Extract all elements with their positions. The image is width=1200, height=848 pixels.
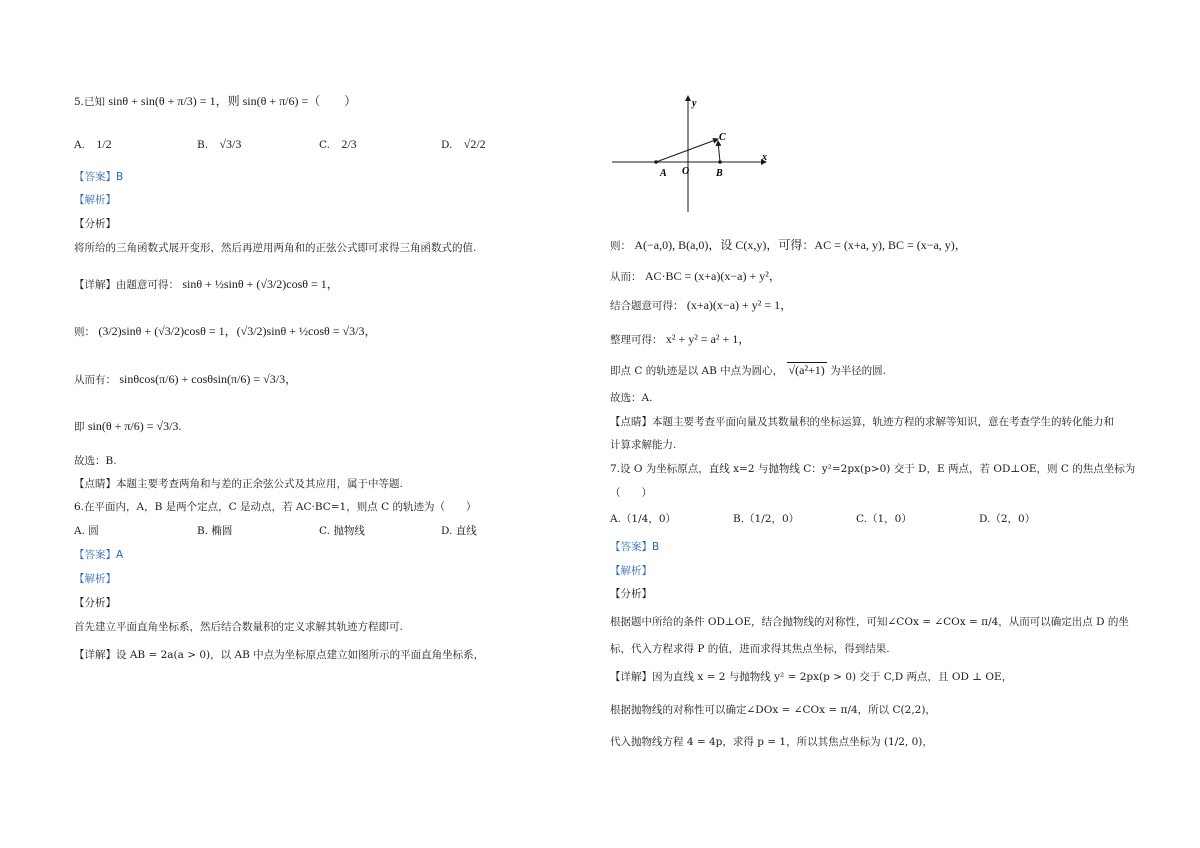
q5-detail-2 <box>74 324 376 339</box>
label-b: B <box>716 168 723 179</box>
q5-option-a <box>74 137 112 152</box>
q5-detail-1-expr: sinθ + ½sinθ + (√3/2)cosθ = 1， <box>182 277 339 291</box>
q6-cont-line-4 <box>610 332 750 347</box>
q6-cont-line-4-expr: x² + y² = a² + 1， <box>665 332 751 346</box>
q5-opt-a-label: A. <box>74 139 85 151</box>
label-o: O <box>682 166 690 177</box>
q6-cont-line-3-label: 结合题意可得： <box>610 300 684 312</box>
q5-detail-3-expr: sinθcos(π/6) + cosθsin(π/6) = √3/3， <box>119 372 298 386</box>
point-a <box>654 160 658 164</box>
vector-ac <box>656 139 718 162</box>
q5-detail-4-expr: sin(θ + π/6) = √3/3. <box>87 419 182 433</box>
q6-cont-line-5 <box>610 363 886 378</box>
q5-detail-3 <box>74 372 297 387</box>
q6-cont-line-2-label: 从而： <box>610 271 642 283</box>
q7-stem: 7.设 O 为坐标原点，直线 x=2 与抛物线 C：y²=2px(p>0) 交于 D，E 两点，若 OD⊥OE，则 C 的焦点坐标为 <box>610 463 1136 475</box>
q6-cont-line-5c: 为半径的圆. <box>830 365 886 377</box>
q5-detail-1 <box>74 277 339 292</box>
q6-cont-line-5a: 即点 C 的轨迹是以 AB 中点为圆心， <box>610 365 784 377</box>
q6-cont-line-3 <box>610 298 792 313</box>
q6-cont-line-2-expr: AC·BC = (x+a)(x−a) + y²， <box>644 269 781 283</box>
label-x: x <box>762 152 767 163</box>
q7-detail-1: 【详解】因为直线 x = 2 与抛物线 y² = 2px(p > 0) 交于 C,D 两点，且 OD ⊥ OE， <box>610 671 1013 683</box>
q6-cont-line-1-expr: A(−a,0), B(a,0)，设 C(x,y)，可得：AC = (x+a, y), BC = (x−a, y)， <box>634 238 967 252</box>
label-a: A <box>660 168 667 179</box>
q5-expr: sinθ + sin(θ + π/3) = 1，则 sin(θ + π/6) =（ ） <box>108 94 357 108</box>
q5-option-b <box>197 137 241 152</box>
q5-opt-d-value: √2/2 <box>463 137 486 151</box>
coordinate-figure <box>606 92 786 216</box>
q5-option-c <box>319 137 357 152</box>
q7-fenxi: 【分析】 <box>610 588 652 600</box>
label-c: C <box>719 132 726 143</box>
q5-opt-b-label: B. <box>197 139 209 151</box>
q5-opt-d-label: D. <box>441 139 453 151</box>
q5-option-d <box>441 137 486 152</box>
vector-bc <box>718 141 720 162</box>
q7-fenxi-text-1: 根据题中所给的条件 OD⊥OE，结合抛物线的对称性，可知∠COx = ∠COx = π/4，从而可以确定出点 D 的坐 <box>610 616 1129 628</box>
q6-answer: 【答案】A <box>74 549 124 561</box>
q5-fenxi-text: 将所给的三角函数式展开变形，然后再逆用两角和的正弦公式即可求得三角函数式的值. <box>74 242 477 254</box>
q7-option-d: D.（2，0） <box>979 513 1036 525</box>
q6-detail: 【详解】设 AB = 2a(a > 0)，以 AB 中点为坐标原点建立如图所示的平面直角坐标系， <box>74 649 485 661</box>
q5-detail-4-label: 即 <box>74 421 85 433</box>
q5-opt-c-value: 2/3 <box>341 137 357 151</box>
label-y: y <box>692 98 697 109</box>
q6-option-b: B. 椭圆 <box>197 525 233 537</box>
q6-cont-dianjing-1: 【点睛】本题主要考查平面向量及其数量积的坐标运算，轨迹方程的求解等知识，意在考查学生的转化能力和 <box>610 416 1114 428</box>
q5-dianjing: 【点睛】本题主要考查两角和与差的正余弦公式及其应用，属于中等题. <box>74 478 403 490</box>
q5-opt-b-value: √3/3 <box>219 137 242 151</box>
q6-fenxi-text: 首先建立平面直角坐标系，然后结合数量积的定义求解其轨迹方程即可. <box>74 621 403 633</box>
q5-detail-label: 【详解】由题意可得： <box>74 279 179 291</box>
q6-stem: 6.在平面内，A，B 是两个定点，C 是动点，若 AC·BC=1，则点 C 的轨迹为（ ） <box>74 501 477 513</box>
q6-cont-line-3-expr: (x+a)(x−a) + y² = 1， <box>686 298 793 312</box>
q7-jiexi: 【解析】 <box>610 565 652 577</box>
q5-answer: 【答案】B <box>74 171 124 183</box>
q5-detail-4 <box>74 419 181 434</box>
q6-option-c: C. 抛物线 <box>319 525 365 537</box>
q5-detail-2-label: 则： <box>74 326 95 338</box>
q7-fenxi-text-2: 标，代入方程求得 P 的值，进而求得其焦点坐标，得到结果. <box>610 643 890 655</box>
q7-option-a: A.（1/4，0） <box>610 513 676 525</box>
q7-option-c: C.（1，0） <box>856 513 912 525</box>
q5-detail-2-expr: (3/2)sinθ + (√3/2)cosθ = 1，(√3/2)sinθ + ½cosθ = √3/3， <box>98 324 377 338</box>
q6-option-d: D. 直线 <box>441 525 477 537</box>
point-b <box>718 160 722 164</box>
q5-opt-c-label: C. <box>319 139 330 151</box>
q7-detail-3: 代入抛物线方程 4 = 4p，求得 p = 1，所以其焦点坐标为 (1/2, 0)， <box>610 736 933 748</box>
q6-cont-choose: 故选：A. <box>610 392 653 404</box>
q5-fenxi: 【分析】 <box>74 218 116 230</box>
q5-stem <box>74 94 356 109</box>
q7-option-b: B.（1/2，0） <box>733 513 800 525</box>
q6-cont-line-2 <box>610 269 781 284</box>
q6-jiexi: 【解析】 <box>74 573 116 585</box>
q6-option-a: A. 圆 <box>74 525 99 537</box>
q6-cont-line-1 <box>610 238 967 253</box>
q6-cont-dianjing-2: 计算求解能力. <box>610 439 677 451</box>
q5-jiexi: 【解析】 <box>74 194 116 206</box>
q7-answer: 【答案】B <box>610 541 660 553</box>
q5-stem-text: 5.已知 <box>74 96 106 108</box>
q5-opt-a-value: 1/2 <box>96 137 112 151</box>
q6-cont-radius: √(a²+1) <box>788 363 825 377</box>
q6-cont-line-4-label: 整理可得： <box>610 334 663 346</box>
q6-cont-line-1-label: 则： <box>610 240 631 252</box>
q5-choose: 故选：B. <box>74 455 117 467</box>
q5-detail-3-label: 从而有： <box>74 374 116 386</box>
q6-fenxi: 【分析】 <box>74 597 116 609</box>
q7-detail-2: 根据抛物线的对称性可以确定∠DOx = ∠COx = π/4，所以 C(2,2)， <box>610 704 936 716</box>
q7-paren: （ ） <box>610 487 652 499</box>
